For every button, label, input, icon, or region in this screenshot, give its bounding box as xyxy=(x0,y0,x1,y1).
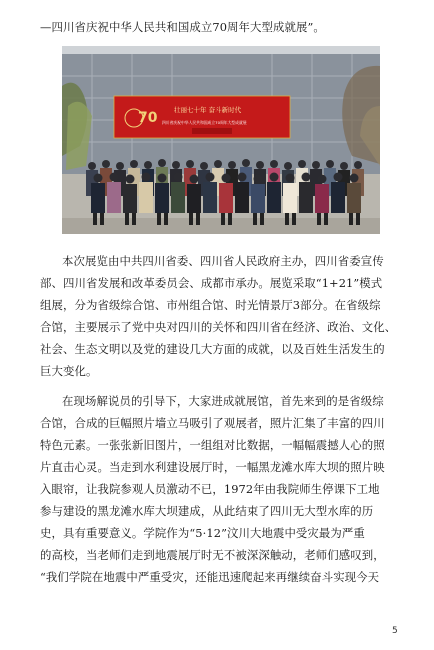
paragraph-1-line: 部、四川省发展和改革委员会、成都市承办。展览采取“1+21”模式 xyxy=(40,276,383,290)
paragraph-1-line: 社会、生态文明以及党的建设几大方面的成就，以及百姓生活发生的 xyxy=(40,342,385,356)
paragraph-2-line: 合馆，合成的巨幅照片墙立马吸引了观展者，照片汇集了丰富的四川 xyxy=(40,416,385,430)
paragraph-1-line: 组展，分为省级综合馆、市州组合馆、时光情景厅3部分。在省级综 xyxy=(40,298,381,312)
group-photo xyxy=(62,46,380,234)
paragraph-1-line: 本次展览由中共四川省委、四川省人民政府主办，四川省委宣传 xyxy=(62,254,384,268)
paragraph-2-line: 特色元素。一张张新旧图片，一组组对比数据，一幅幅震撼人心的照 xyxy=(40,438,385,452)
paragraph-2-line: 入眼帘，让我院参观人员激动不已，1972年由我院师生停课下工地 xyxy=(40,482,380,496)
paragraph-2-line: 片直击心灵。当走到水利建设展厅时，一幅黑龙滩水库大坝的照片映 xyxy=(40,460,385,474)
paragraph-1-line: 合馆，主要展示了党中央对四川的关怀和四川省在经济、政治、文化、 xyxy=(40,320,396,334)
paragraph-1-line: 巨大变化。 xyxy=(40,364,98,378)
banner-title: 壮丽七十年 奋斗新时代 xyxy=(174,106,242,114)
banner-logo: 70 xyxy=(138,110,158,126)
paragraph-2-line: 的高校，当老师们走到地震展厅时无不被深深触动，老师们感叹到， xyxy=(40,548,385,562)
banner-subtitle: 四川省庆祝中华人民共和国成立70周年大型成就展 xyxy=(162,120,247,125)
paragraph-2-line: 史，具有重要意义。学院作为“5·12”汶川大地震中受灾最为严重 xyxy=(40,526,365,540)
intro-line: —四川省庆祝中华人民共和国成立70周年大型成就展”。 xyxy=(40,20,325,34)
paragraph-2-line: “我们学院在地震中严重受灾，还能迅速爬起来再继续奋斗实现今天 xyxy=(40,570,380,584)
paragraph-2-line: 在现场解说员的引导下，大家进成就展馆，首先来到的是省级综 xyxy=(62,394,384,408)
page-number: 5 xyxy=(392,626,398,636)
paragraph-2-line: 参与建设的黑龙滩水库大坝建成，从此结束了四川无大型水库的历 xyxy=(40,504,374,518)
